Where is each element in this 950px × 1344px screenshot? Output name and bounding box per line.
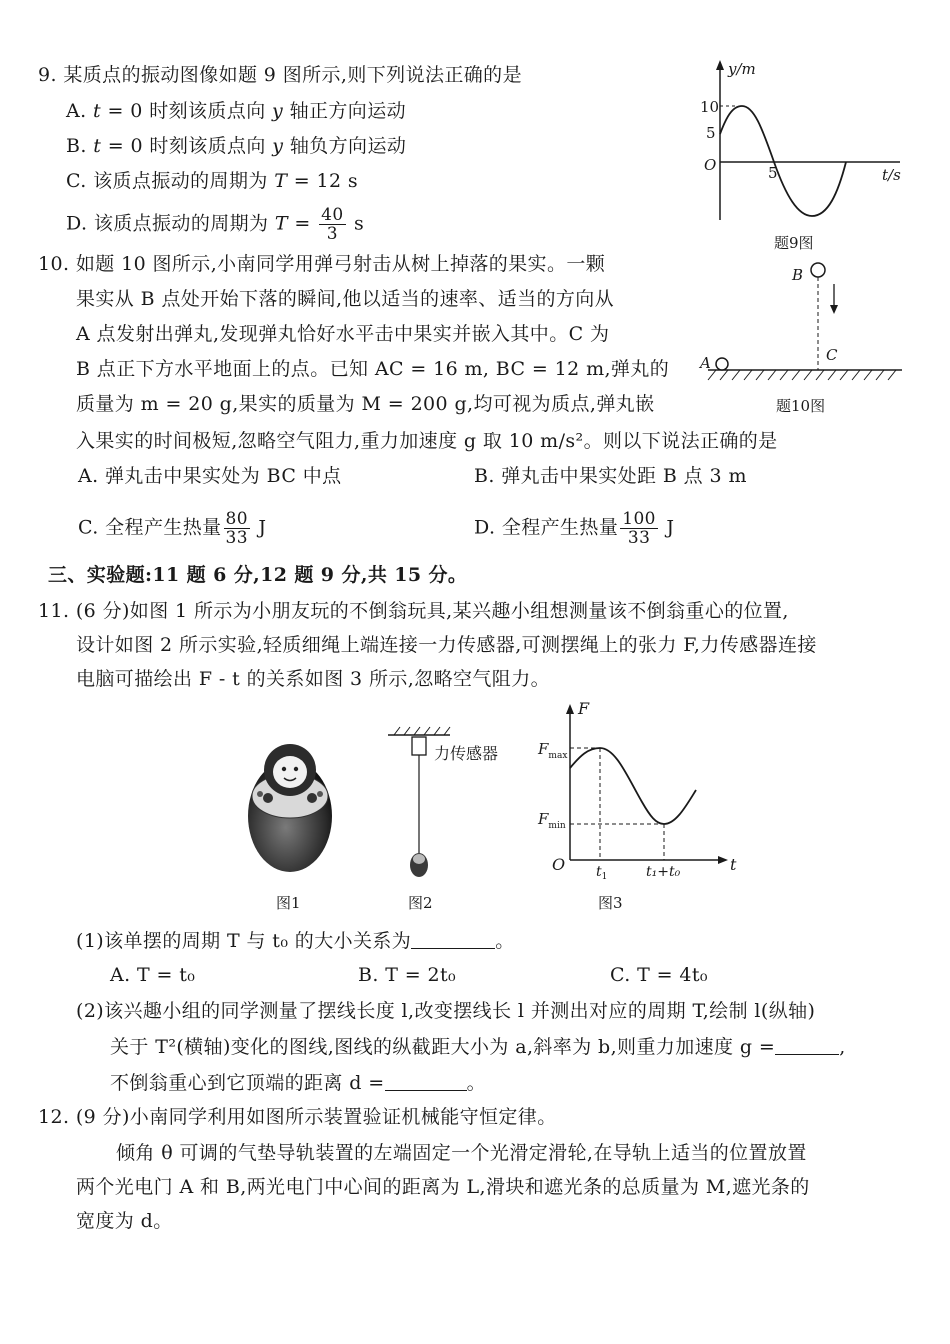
q11-fig3-fmax: $F_{max}$ bbox=[538, 740, 568, 761]
q11-fig3-t1t0: t₁+t₀ bbox=[646, 864, 681, 880]
q11-fig3-curve bbox=[570, 748, 696, 824]
q11-fig3-y-label: F bbox=[578, 699, 590, 718]
q9-tick-10: 10 bbox=[700, 98, 720, 116]
q10-fruit-b bbox=[811, 263, 825, 277]
q10-ball-a bbox=[716, 358, 728, 370]
q10-line-6: 入果实的时间极短,忽略空气阻力,重力加速度 g 取 10 m/s²。则以下说法正确的是 bbox=[76, 430, 778, 452]
q10-option-b: B. 弹丸击中果实处距 B 点 3 m bbox=[474, 465, 747, 487]
q11-line-3: 电脑可描绘出 F - t 的关系如图 3 所示,忽略空气阻力。 bbox=[76, 668, 551, 690]
q12-line-4: 宽度为 d。 bbox=[76, 1210, 173, 1232]
q11-fig3-fmin: $F_{min}$ bbox=[538, 810, 566, 831]
q11-fig3-x-label: t bbox=[730, 855, 737, 874]
q9-option-b: B. t = 0 时刻该质点向 y 轴负方向运动 bbox=[66, 135, 407, 157]
q9-figure-caption: 题9图 bbox=[774, 234, 814, 252]
q10-line-3: A 点发射出弹丸,发现弹丸恰好水平击中果实并嵌入其中。C 为 bbox=[76, 323, 610, 345]
q11-fig2-caption: 图2 bbox=[408, 894, 433, 912]
q10-label-c: C bbox=[826, 346, 838, 364]
q10-label-b: B bbox=[792, 266, 804, 284]
q11-sub2-line-1: (2)该兴趣小组的同学测量了摆线长度 l,改变摆线长 l 并测出对应的周期 T,绘制 l(纵轴) bbox=[76, 1000, 816, 1022]
q10-option-c: C. 全程产生热量 $\frac{80}{33}$ J bbox=[78, 509, 267, 548]
q9-option-c: C. 该质点振动的周期为 T = 12 s bbox=[66, 170, 359, 192]
q11-sub1-blank[interactable] bbox=[411, 930, 495, 949]
q12-line-2: 倾角 θ 可调的气垫导轨装置的左端固定一个光滑定滑轮,在导轨上适当的位置放置 bbox=[116, 1142, 807, 1164]
q9-tick-x5: 5 bbox=[768, 164, 778, 182]
q10-option-d: D. 全程产生热量 $\frac{100}{33}$ J bbox=[474, 509, 675, 548]
q11-fig1-tumbler bbox=[240, 736, 340, 876]
q10-figure-caption: 题10图 bbox=[776, 397, 826, 415]
q10-arrow-down-icon bbox=[830, 305, 838, 314]
q11-fig3-t1: $t_1$ bbox=[596, 864, 608, 882]
q9-option-a: A. t = 0 时刻该质点向 y 轴正方向运动 bbox=[66, 100, 407, 122]
q11-fig2-pendulum bbox=[380, 725, 520, 885]
q11-fig1-caption: 图1 bbox=[276, 894, 301, 912]
q10-option-a: A. 弹丸击中果实处为 BC 中点 bbox=[78, 465, 342, 487]
q10-label-a: A bbox=[700, 354, 711, 372]
q11-fig3-x-arrow-icon bbox=[718, 856, 728, 864]
q9-figure bbox=[690, 58, 920, 248]
q9-sine-curve bbox=[720, 106, 846, 216]
q11-sub2-line-2: 关于 T²(横轴)变化的图线,图线的纵截距大小为 a,斜率为 b,则重力加速度 g = , bbox=[110, 1036, 846, 1058]
q11-fig3-graph bbox=[530, 698, 750, 888]
q11-sub1-option-a: A. T = t₀ bbox=[110, 964, 196, 986]
q11-sub1: (1)该单摆的周期 T 与 t₀ 的大小关系为 。 bbox=[76, 930, 515, 952]
q12-line-3: 两个光电门 A 和 B,两光电门中心间的距离为 L,滑块和遮光条的总质量为 M,遮光条的 bbox=[76, 1176, 810, 1198]
q11-sub2-d-blank[interactable] bbox=[385, 1072, 467, 1091]
q9-origin: O bbox=[704, 156, 717, 174]
q11-line-1: 11. (6 分)如图 1 所示为小朋友玩的不倒翁玩具,某兴趣小组想测量该不倒翁重心的位置, bbox=[38, 600, 789, 622]
q10-line-5: 质量为 m = 20 g,果实的质量为 M = 200 g,均可视为质点,弹丸嵌 bbox=[76, 393, 655, 415]
q9-stem: 9. 某质点的振动图像如题 9 图所示,则下列说法正确的是 bbox=[38, 64, 522, 86]
q10-line-2: 果实从 B 点处开始下落的瞬间,他以适当的速率、适当的方向从 bbox=[76, 288, 615, 310]
q10-line-4: B 点正下方水平地面上的点。已知 AC = 16 m, BC = 12 m,弹丸的 bbox=[76, 358, 670, 380]
q11-force-sensor bbox=[412, 737, 426, 755]
q11-sub1-option-b: B. T = 2t₀ bbox=[358, 964, 457, 986]
q11-fig3-origin: O bbox=[552, 855, 566, 874]
q11-sensor-label: 力传感器 bbox=[434, 744, 499, 763]
q10-figure bbox=[690, 258, 910, 398]
q9-y-label: y/m bbox=[728, 60, 756, 78]
q9-option-d-fraction: $\frac{40}{3}$ bbox=[321, 205, 344, 244]
q11-sub1-option-c: C. T = 4t₀ bbox=[610, 964, 708, 986]
q12-line-1: 12. (9 分)小南同学利用如图所示装置验证机械能守恒定律。 bbox=[38, 1106, 557, 1128]
q9-x-label: t/s bbox=[882, 166, 901, 184]
q10-option-c-fraction: $\frac{80}{33}$ bbox=[225, 509, 248, 548]
q11-sub2-g-blank[interactable] bbox=[775, 1036, 839, 1055]
q11-sub2-line-3: 不倒翁重心到它顶端的距离 d = 。 bbox=[110, 1072, 486, 1094]
q9-y-arrow-icon bbox=[716, 60, 724, 70]
q9-option-d: D. 该质点振动的周期为 T = $\frac{40}{3}$ s bbox=[66, 205, 365, 244]
q11-fig3-y-arrow-icon bbox=[566, 704, 574, 714]
q10-option-d-fraction: $\frac{100}{33}$ bbox=[622, 509, 656, 548]
q11-fig3-caption: 图3 bbox=[598, 894, 623, 912]
q10-line-1: 10. 如题 10 图所示,小南同学用弹弓射击从树上掉落的果实。一颗 bbox=[38, 253, 606, 275]
q9-tick-5: 5 bbox=[706, 124, 716, 142]
q11-line-2: 设计如图 2 所示实验,轻质细绳上端连接一力传感器,可测摆绳上的张力 F,力传感器连接 bbox=[76, 634, 817, 656]
section-3-title: 三、实验题:11 题 6 分,12 题 9 分,共 15 分。 bbox=[48, 564, 468, 586]
